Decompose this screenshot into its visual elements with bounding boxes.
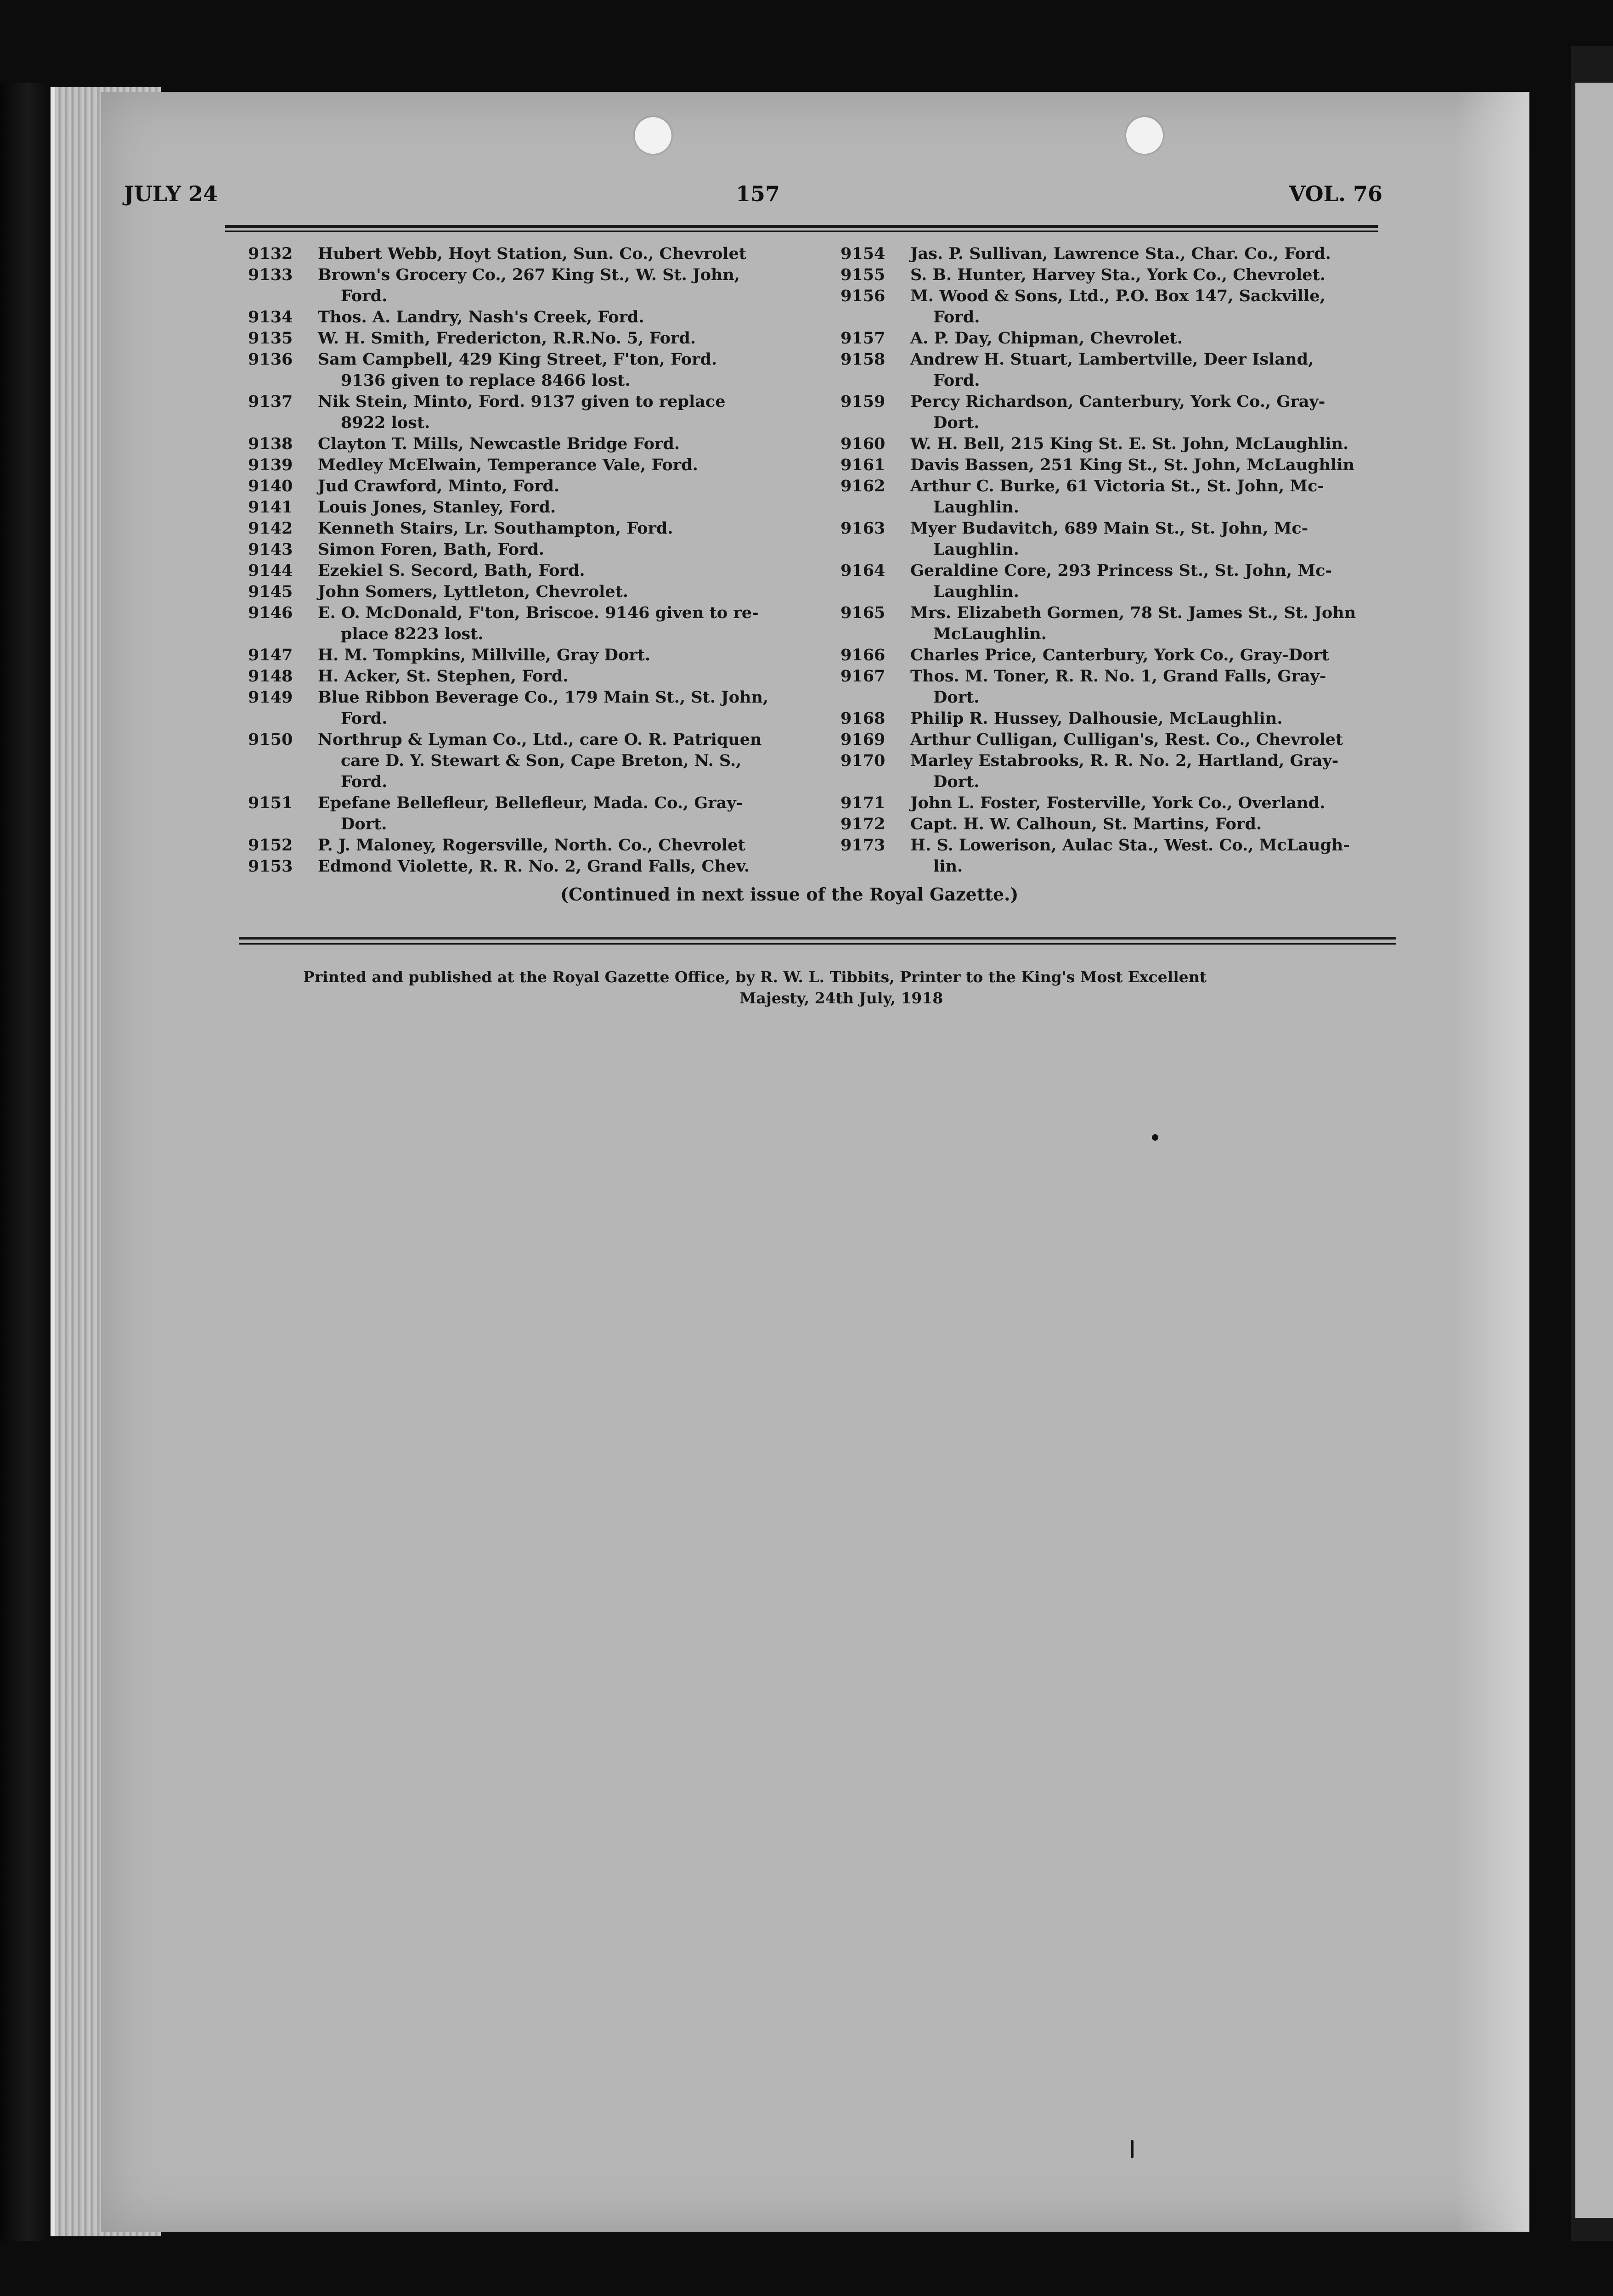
entry-continuation-line: Laughlin. bbox=[933, 582, 1019, 601]
registration-details bbox=[910, 391, 1428, 433]
entry-line: Capt. H. W. Calhoun, St. Martins, Ford. bbox=[910, 815, 1262, 833]
registration-details bbox=[910, 349, 1428, 391]
registration-number: 9140 bbox=[248, 477, 293, 495]
entry-line: Geraldine Core, 293 Princess St., St. John, Mc- bbox=[910, 561, 1332, 580]
entry-continuation-line: Laughlin. bbox=[933, 540, 1019, 559]
registration-entry bbox=[248, 391, 836, 433]
registration-entry bbox=[248, 328, 836, 349]
registration-entry bbox=[840, 391, 1428, 433]
registration-number: 9167 bbox=[840, 667, 885, 686]
registration-details bbox=[910, 708, 1428, 729]
registration-entry bbox=[248, 856, 836, 877]
registration-number: 9135 bbox=[248, 329, 293, 348]
registration-number: 9164 bbox=[840, 561, 885, 580]
registration-details bbox=[910, 264, 1428, 286]
registration-details bbox=[318, 687, 836, 729]
registration-details bbox=[318, 539, 836, 560]
registration-details bbox=[910, 750, 1428, 793]
entry-line: Jas. P. Sullivan, Lawrence Sta., Char. Co., Ford. bbox=[910, 244, 1331, 263]
entry-continuation-line: Laughlin. bbox=[933, 498, 1019, 517]
registration-number: 9138 bbox=[248, 434, 293, 453]
registration-entry bbox=[840, 814, 1428, 835]
registration-entry bbox=[248, 835, 836, 856]
registration-number: 9142 bbox=[248, 519, 293, 538]
entry-continuation-line: place 8223 lost. bbox=[341, 625, 484, 643]
entry-continuation-line: Ford. bbox=[341, 772, 388, 791]
registration-number: 9133 bbox=[248, 265, 293, 284]
registration-number: 9149 bbox=[248, 688, 293, 707]
punch-hole-right bbox=[1126, 117, 1163, 154]
registration-number: 9148 bbox=[248, 667, 293, 686]
registration-entry bbox=[248, 476, 836, 497]
registration-details bbox=[910, 243, 1428, 264]
registration-entry bbox=[840, 708, 1428, 729]
registration-details bbox=[318, 581, 836, 602]
registration-number: 9161 bbox=[840, 456, 885, 474]
entry-line: Medley McElwain, Temperance Vale, Ford. bbox=[318, 456, 698, 474]
entry-line: Percy Richardson, Canterbury, York Co., Gray- bbox=[910, 392, 1325, 411]
registration-entry bbox=[248, 349, 836, 391]
registration-number: 9134 bbox=[248, 308, 293, 326]
registration-details bbox=[318, 835, 836, 856]
entry-line: Mrs. Elizabeth Gormen, 78 St. James St., St. John bbox=[910, 603, 1356, 622]
registration-details bbox=[318, 307, 836, 328]
entry-line: M. Wood & Sons, Ltd., P.O. Box 147, Sackville, bbox=[910, 287, 1325, 305]
registration-entry bbox=[840, 243, 1428, 264]
next-page-strip bbox=[1575, 83, 1613, 2218]
right-column bbox=[840, 243, 1428, 877]
registration-entry bbox=[840, 264, 1428, 286]
registration-entry bbox=[840, 666, 1428, 708]
imprint-line-1: Printed and published at the Royal Gazette Office, by R. W. L. Tibbits, Printer to the King's Most Excellent bbox=[303, 968, 1207, 986]
registration-number: 9156 bbox=[840, 287, 885, 305]
entry-line: Epefane Bellefleur, Bellefleur, Mada. Co., Gray- bbox=[318, 793, 743, 812]
registration-number: 9136 bbox=[248, 350, 293, 369]
entry-line: Thos. A. Landry, Nash's Creek, Ford. bbox=[318, 308, 644, 326]
registration-number: 9160 bbox=[840, 434, 885, 453]
entry-continuation-line: McLaughlin. bbox=[933, 625, 1047, 643]
entry-line: Davis Bassen, 251 King St., St. John, McLaughlin bbox=[910, 456, 1355, 474]
registration-number: 9155 bbox=[840, 265, 885, 284]
header-page-number: 157 bbox=[735, 181, 780, 206]
entry-line: S. B. Hunter, Harvey Sta., York Co., Chevrolet. bbox=[910, 265, 1325, 284]
header-volume: VOL. 76 bbox=[1289, 181, 1382, 206]
registration-number: 9139 bbox=[248, 456, 293, 474]
registration-details bbox=[910, 793, 1428, 814]
entry-continuation-line: Ford. bbox=[933, 308, 980, 326]
entry-continuation-line: Ford. bbox=[341, 709, 388, 728]
header-rule-second bbox=[225, 231, 1378, 232]
registration-number: 9171 bbox=[840, 793, 885, 812]
entry-line: Andrew H. Stuart, Lambertville, Deer Island, bbox=[910, 350, 1314, 369]
registration-number: 9145 bbox=[248, 582, 293, 601]
registration-entry bbox=[248, 602, 836, 645]
entry-line: Jud Crawford, Minto, Ford. bbox=[318, 477, 560, 495]
registration-entry bbox=[840, 602, 1428, 645]
registration-number: 9162 bbox=[840, 477, 885, 495]
entry-line: W. H. Bell, 215 King St. E. St. John, McLaughlin. bbox=[910, 434, 1349, 453]
registration-entry bbox=[248, 455, 836, 476]
registration-number: 9159 bbox=[840, 392, 885, 411]
registration-entry bbox=[248, 687, 836, 729]
registration-number: 9170 bbox=[840, 751, 885, 770]
registration-entry bbox=[840, 835, 1428, 877]
entry-continuation-line: Ford. bbox=[933, 371, 980, 390]
entry-line: Charles Price, Canterbury, York Co., Gray-Dort bbox=[910, 646, 1329, 664]
entry-continuation-line: care D. Y. Stewart & Son, Cape Breton, N. S., bbox=[341, 751, 742, 770]
entry-line: John L. Foster, Fosterville, York Co., Overland. bbox=[910, 793, 1325, 812]
entry-line: Edmond Violette, R. R. No. 2, Grand Falls, Chev. bbox=[318, 857, 750, 876]
registration-details bbox=[910, 518, 1428, 560]
entry-line: Thos. M. Toner, R. R. No. 1, Grand Falls, Gray- bbox=[910, 667, 1326, 686]
registration-details bbox=[318, 264, 836, 307]
registration-details bbox=[910, 433, 1428, 455]
entry-line: H. Acker, St. Stephen, Ford. bbox=[318, 667, 569, 686]
entry-line: Myer Budavitch, 689 Main St., St. John, Mc- bbox=[910, 519, 1308, 538]
entry-line: H. M. Tompkins, Millville, Gray Dort. bbox=[318, 646, 651, 664]
registration-entry bbox=[248, 560, 836, 581]
entry-line: W. H. Smith, Fredericton, R.R.No. 5, Ford. bbox=[318, 329, 696, 348]
registration-details bbox=[910, 455, 1428, 476]
entry-line: Nik Stein, Minto, Ford. 9137 given to replace bbox=[318, 392, 726, 411]
registration-entry bbox=[840, 560, 1428, 602]
registration-details bbox=[910, 476, 1428, 518]
book-binding bbox=[0, 83, 51, 2241]
entry-line: Ezekiel S. Secord, Bath, Ford. bbox=[318, 561, 585, 580]
registration-details bbox=[910, 729, 1428, 750]
registration-entry bbox=[248, 581, 836, 602]
entry-line: Philip R. Hussey, Dalhousie, McLaughlin. bbox=[910, 709, 1283, 728]
registration-entry bbox=[248, 243, 836, 264]
registration-number: 9166 bbox=[840, 646, 885, 664]
registration-entry bbox=[840, 476, 1428, 518]
registration-number: 9163 bbox=[840, 519, 885, 538]
registration-number: 9141 bbox=[248, 498, 293, 517]
registration-entry bbox=[248, 729, 836, 793]
registration-details bbox=[318, 497, 836, 518]
registration-details bbox=[318, 560, 836, 581]
page-header bbox=[124, 181, 1382, 218]
printer-imprint bbox=[303, 967, 1359, 1009]
registration-number: 9172 bbox=[840, 815, 885, 833]
entry-line: Clayton T. Mills, Newcastle Bridge Ford. bbox=[318, 434, 680, 453]
registration-details bbox=[910, 666, 1428, 708]
registration-entry bbox=[248, 264, 836, 307]
entry-line: Sam Campbell, 429 King Street, F'ton, Ford. bbox=[318, 350, 717, 369]
registration-details bbox=[318, 729, 836, 793]
entry-continuation-line: 9136 given to replace 8466 lost. bbox=[341, 371, 631, 390]
registration-details bbox=[318, 433, 836, 455]
registration-details bbox=[318, 328, 836, 349]
registration-entry bbox=[840, 729, 1428, 750]
entry-continuation-line: Dort. bbox=[933, 688, 980, 707]
registration-details bbox=[318, 602, 836, 645]
entry-line: Arthur Culligan, Culligan's, Rest. Co., Chevrolet bbox=[910, 730, 1343, 749]
header-rule bbox=[225, 225, 1378, 228]
entry-line: Hubert Webb, Hoyt Station, Sun. Co., Chevrolet bbox=[318, 244, 747, 263]
registration-entry bbox=[840, 793, 1428, 814]
registration-entry bbox=[248, 433, 836, 455]
registration-number: 9151 bbox=[248, 793, 293, 812]
registration-details bbox=[910, 560, 1428, 602]
entry-continuation-line: lin. bbox=[933, 857, 963, 876]
ink-speck bbox=[1152, 1134, 1158, 1141]
registration-details bbox=[318, 645, 836, 666]
registration-entry bbox=[840, 433, 1428, 455]
registration-number: 9173 bbox=[840, 836, 885, 855]
registration-number: 9132 bbox=[248, 244, 293, 263]
registration-details bbox=[318, 476, 836, 497]
registration-details bbox=[318, 856, 836, 877]
registration-number: 9165 bbox=[840, 603, 885, 622]
entry-continuation-line: Ford. bbox=[341, 287, 388, 305]
entry-line: Louis Jones, Stanley, Ford. bbox=[318, 498, 556, 517]
entry-line: Arthur C. Burke, 61 Victoria St., St. John, Mc- bbox=[910, 477, 1324, 495]
registration-details bbox=[318, 243, 836, 264]
registration-details bbox=[910, 835, 1428, 877]
entry-line: Blue Ribbon Beverage Co., 179 Main St., St. John, bbox=[318, 688, 769, 707]
registration-entry bbox=[248, 645, 836, 666]
registration-details bbox=[910, 814, 1428, 835]
entry-continuation-line: Dort. bbox=[933, 772, 980, 791]
footer-rule bbox=[239, 937, 1396, 940]
registration-entry bbox=[840, 645, 1428, 666]
punch-hole-left bbox=[635, 117, 671, 154]
entry-line: Simon Foren, Bath, Ford. bbox=[318, 540, 545, 559]
left-column bbox=[248, 243, 836, 877]
registration-entry bbox=[248, 497, 836, 518]
registration-details bbox=[318, 793, 836, 835]
registration-number: 9146 bbox=[248, 603, 293, 622]
registration-number: 9169 bbox=[840, 730, 885, 749]
registration-entry bbox=[840, 518, 1428, 560]
registration-details bbox=[318, 518, 836, 539]
registration-details bbox=[318, 666, 836, 687]
entry-continuation-line: Dort. bbox=[933, 413, 980, 432]
registration-entry bbox=[248, 307, 836, 328]
registration-details bbox=[910, 645, 1428, 666]
registration-entry bbox=[840, 455, 1428, 476]
entry-line: A. P. Day, Chipman, Chevrolet. bbox=[910, 329, 1183, 348]
registration-entry bbox=[840, 328, 1428, 349]
entry-line: E. O. McDonald, F'ton, Briscoe. 9146 given to re- bbox=[318, 603, 759, 622]
registration-entry bbox=[840, 349, 1428, 391]
registration-entry bbox=[248, 539, 836, 560]
continued-note: (Continued in next issue of the Royal Gazette.) bbox=[560, 884, 1019, 905]
registration-number: 9158 bbox=[840, 350, 885, 369]
registration-details bbox=[910, 286, 1428, 328]
registration-entry bbox=[840, 750, 1428, 793]
registration-number: 9143 bbox=[248, 540, 293, 559]
entry-line: P. J. Maloney, Rogersville, North. Co., Chevrolet bbox=[318, 836, 745, 855]
registration-entry bbox=[840, 286, 1428, 328]
registration-entry bbox=[248, 518, 836, 539]
registration-number: 9150 bbox=[248, 730, 293, 749]
footer-rule-second bbox=[239, 943, 1396, 945]
registration-entry bbox=[248, 793, 836, 835]
registration-number: 9157 bbox=[840, 329, 885, 348]
registration-entry bbox=[248, 666, 836, 687]
entry-line: Brown's Grocery Co., 267 King St., W. St. John, bbox=[318, 265, 740, 284]
registration-details bbox=[910, 602, 1428, 645]
registration-details bbox=[318, 391, 836, 433]
ink-speck bbox=[1131, 2140, 1134, 2158]
registration-number: 9153 bbox=[248, 857, 293, 876]
entry-line: Northrup & Lyman Co., Ltd., care O. R. Patriquen bbox=[318, 730, 762, 749]
entry-line: John Somers, Lyttleton, Chevrolet. bbox=[318, 582, 628, 601]
entry-line: Kenneth Stairs, Lr. Southampton, Ford. bbox=[318, 519, 673, 538]
header-date: JULY 24 bbox=[124, 181, 218, 206]
registration-number: 9154 bbox=[840, 244, 885, 263]
registration-number: 9147 bbox=[248, 646, 293, 664]
registration-details bbox=[910, 328, 1428, 349]
entry-continuation-line: 8922 lost. bbox=[341, 413, 430, 432]
entry-continuation-line: Dort. bbox=[341, 815, 387, 833]
entry-line: Marley Estabrooks, R. R. No. 2, Hartland, Gray- bbox=[910, 751, 1339, 770]
registration-number: 9168 bbox=[840, 709, 885, 728]
registration-number: 9144 bbox=[248, 561, 293, 580]
registration-number: 9152 bbox=[248, 836, 293, 855]
imprint-line-2: Majesty, 24th July, 1918 bbox=[739, 989, 943, 1007]
registration-details bbox=[318, 455, 836, 476]
entry-line: H. S. Lowerison, Aulac Sta., West. Co., McLaugh- bbox=[910, 836, 1350, 855]
registration-details bbox=[318, 349, 836, 391]
registration-number: 9137 bbox=[248, 392, 293, 411]
